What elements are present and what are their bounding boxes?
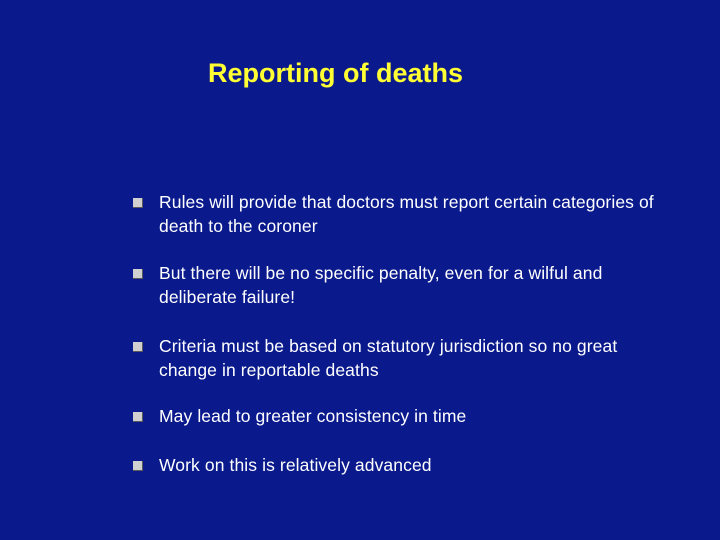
checkbox-bullet-icon bbox=[133, 198, 143, 208]
bullet-text: Work on this is relatively advanced bbox=[159, 455, 432, 475]
bullet-text: May lead to greater consistency in time bbox=[159, 406, 467, 426]
checkbox-bullet-icon bbox=[133, 269, 143, 279]
checkbox-bullet-icon bbox=[133, 412, 143, 422]
bullet-text: Criteria must be based on statutory jurisdiction so no great change in reportable deaths bbox=[159, 336, 618, 380]
checkbox-bullet-icon bbox=[133, 461, 143, 471]
bullet-text: But there will be no specific penalty, even for a wilful and deliberate failure! bbox=[159, 263, 603, 307]
checkbox-bullet-icon bbox=[133, 342, 143, 352]
slide-title: Reporting of deaths bbox=[208, 58, 463, 88]
bullet-text: Rules will provide that doctors must report certain categories of death to the coroner bbox=[159, 192, 654, 236]
